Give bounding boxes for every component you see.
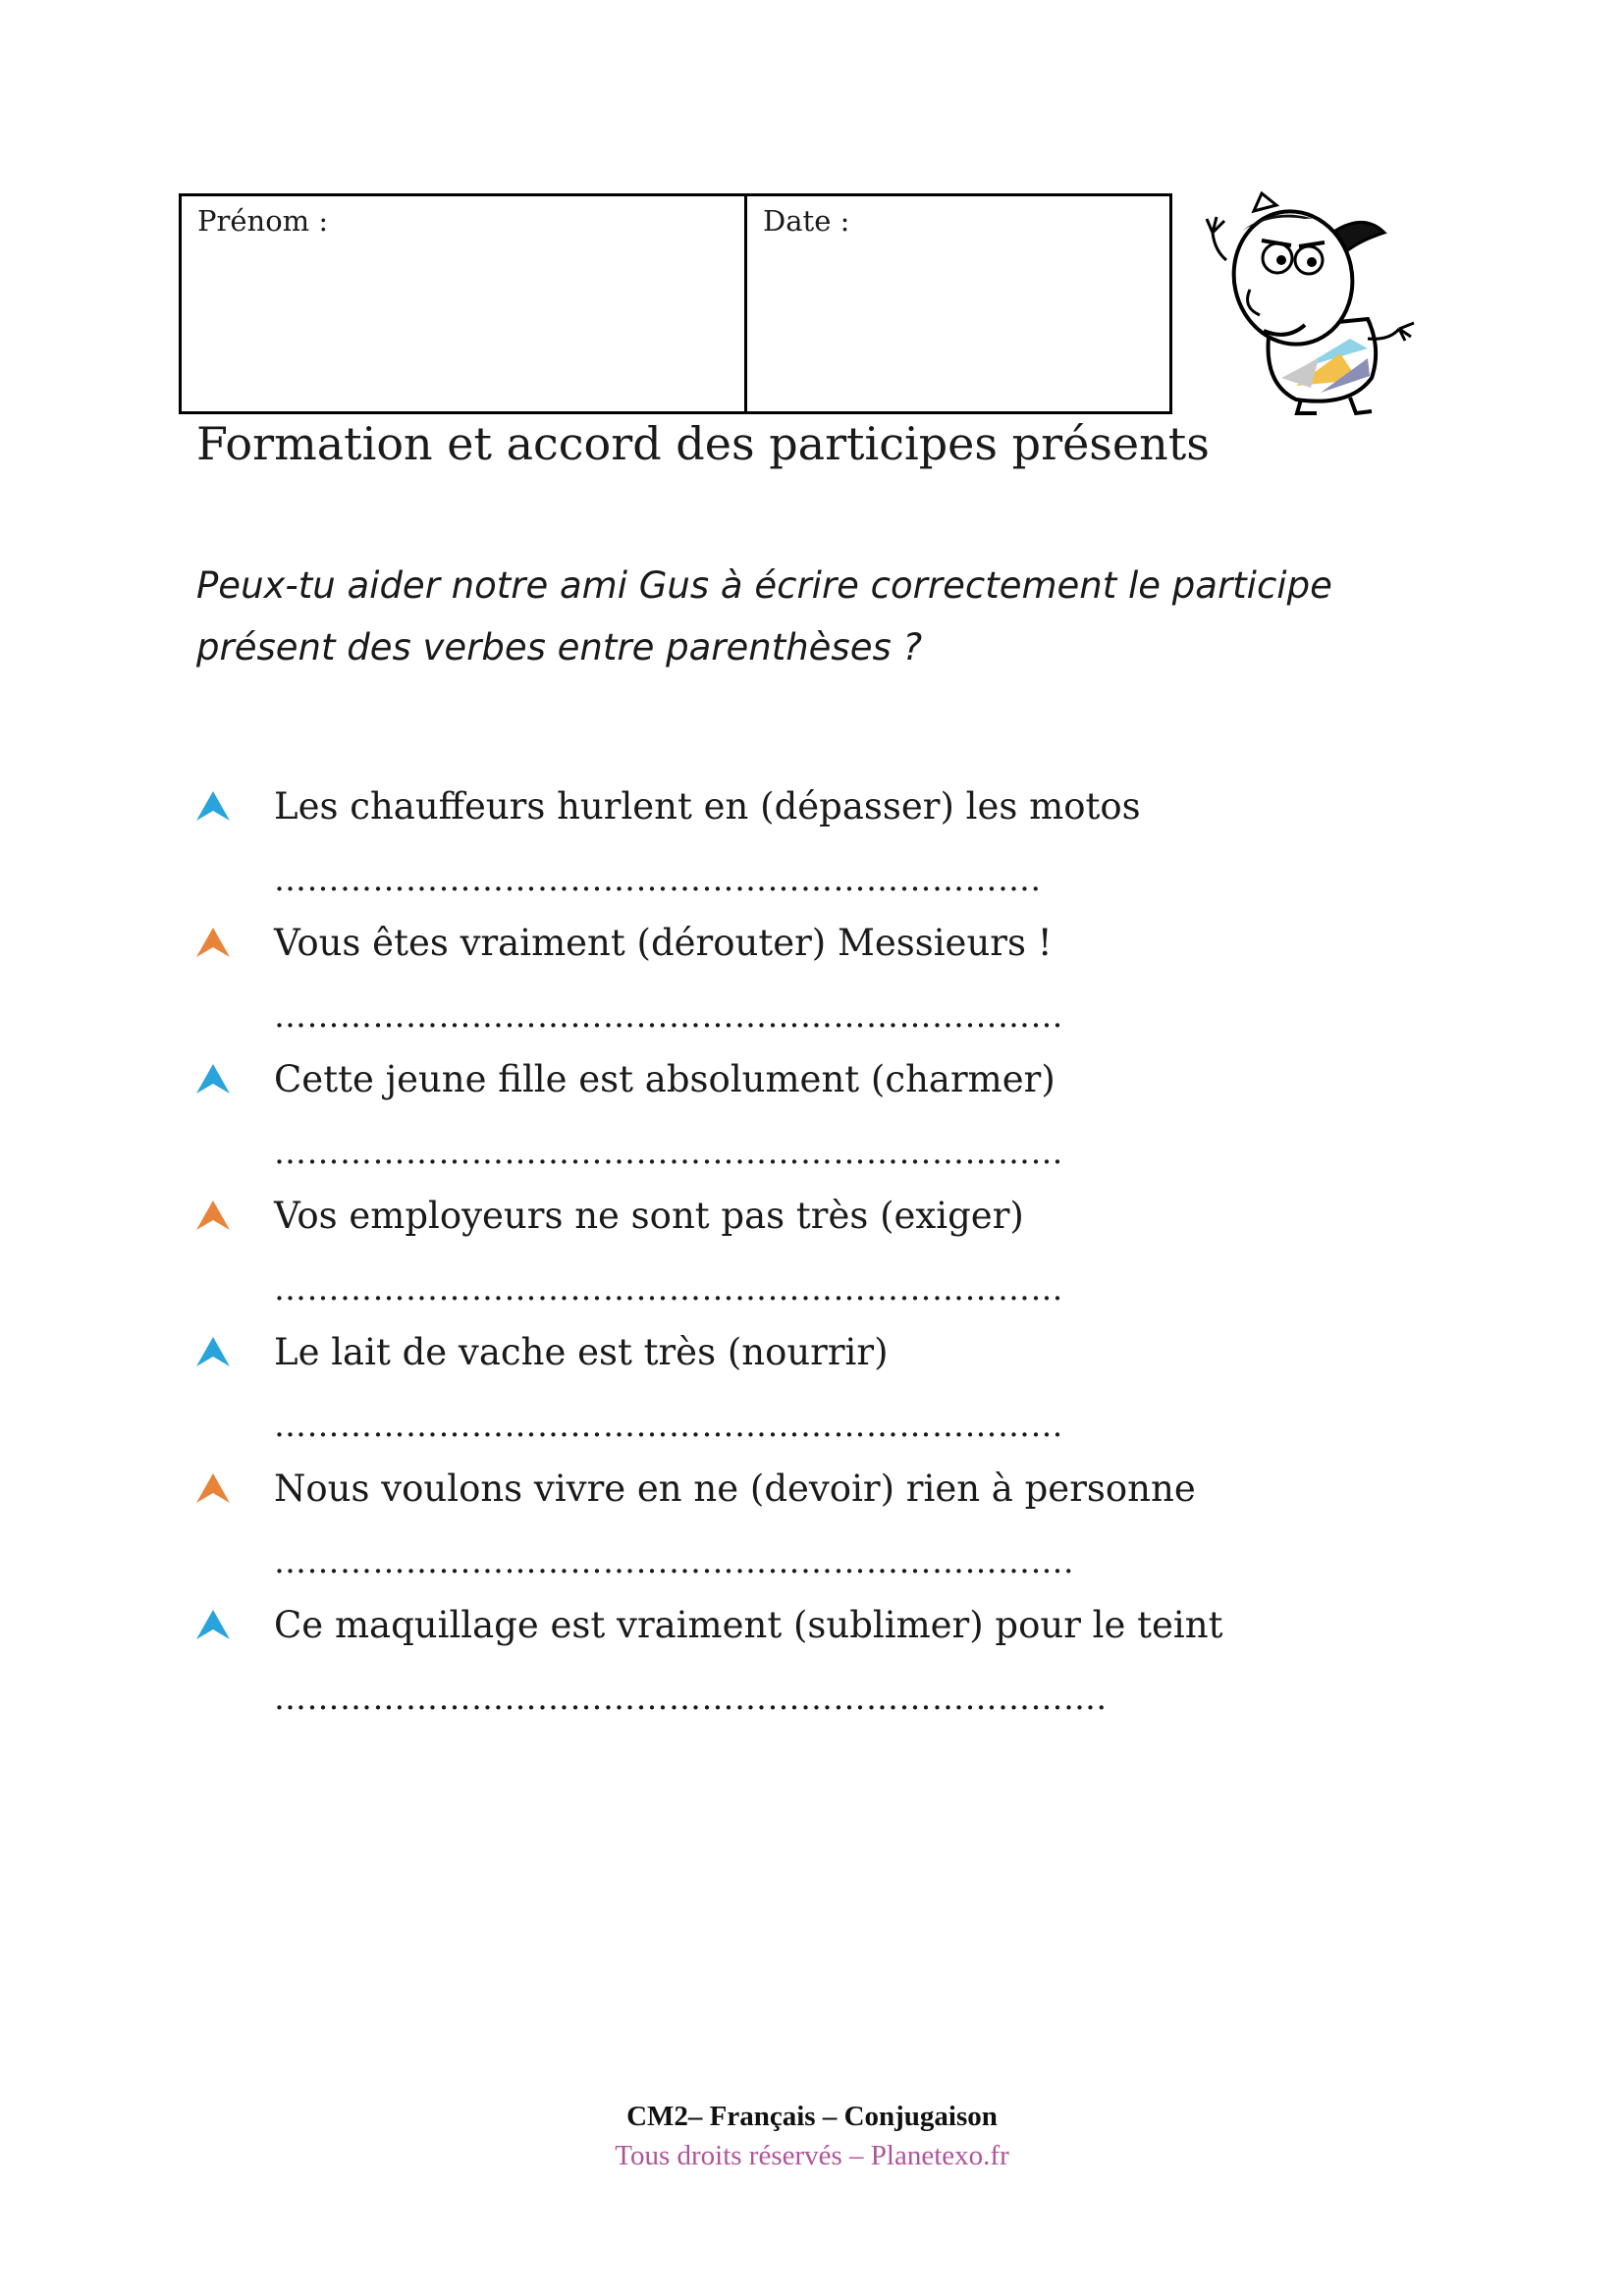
instruction-text: Peux-tu aider notre ami Gus à écrire correctement le participe présent des verbes entre parenthèses ? [196, 564, 1332, 668]
list-item [0, 922, 1624, 1058]
exercise-sentence: Vos employeurs ne sont pas très (exiger) [274, 1195, 1024, 1237]
footer-rights: Tous droits réservés – Planetexo.fr [615, 2140, 1009, 2171]
triangle-bullet-icon [196, 1201, 230, 1230]
exercise-sentence: Le lait de vache est très (nourrir) [274, 1331, 889, 1373]
list-item [0, 1331, 1624, 1468]
answer-field[interactable]: ……………………………………………………………… [274, 1133, 1063, 1171]
exercise-sentence: Vous êtes vraiment (dérouter) Messieurs ! [274, 922, 1053, 964]
list-item [0, 1058, 1624, 1195]
date-label: Date : [763, 204, 850, 238]
triangle-bullet-icon [196, 1064, 230, 1094]
answer-field[interactable]: ……………………………………………………………… [274, 996, 1063, 1035]
exercise-sentence: Les chauffeurs hurlent en (dépasser) les motos [274, 785, 1141, 828]
triangle-bullet-icon [196, 928, 230, 957]
date-field[interactable] [747, 196, 1169, 411]
sheep-mascot-icon [1203, 191, 1429, 417]
answer-field[interactable]: …………………………………………………………………. [274, 1679, 1108, 1717]
triangle-bullet-icon [196, 1337, 230, 1366]
footer-subject: CM2– Français – Conjugaison [626, 2101, 998, 2132]
answer-field[interactable]: ……………………………………………………………… [274, 1406, 1063, 1444]
name-field[interactable] [182, 196, 747, 411]
exercise-sentence: Nous voulons vivre en ne (devoir) rien à personne [274, 1468, 1196, 1510]
answer-field[interactable]: ………………………………………………………………. [274, 1542, 1074, 1580]
list-item [0, 1604, 1624, 1740]
list-item [0, 1195, 1624, 1331]
triangle-bullet-icon [196, 1473, 230, 1503]
answer-field[interactable]: ……………………………………………………………… [274, 1269, 1063, 1308]
student-info-box [179, 193, 1172, 414]
triangle-bullet-icon [196, 1610, 230, 1639]
list-item [0, 785, 1624, 922]
answer-field[interactable]: ……………………………………………………………. [274, 860, 1042, 898]
exercise-sentence: Ce maquillage est vraiment (sublimer) pour le teint [274, 1604, 1223, 1646]
worksheet-title: Formation et accord des participes présents [196, 417, 1210, 470]
exercise-sentence: Cette jeune fille est absolument (charmer) [274, 1058, 1056, 1100]
name-label: Prénom : [197, 204, 329, 238]
triangle-bullet-icon [196, 791, 230, 821]
list-item [0, 1468, 1624, 1604]
